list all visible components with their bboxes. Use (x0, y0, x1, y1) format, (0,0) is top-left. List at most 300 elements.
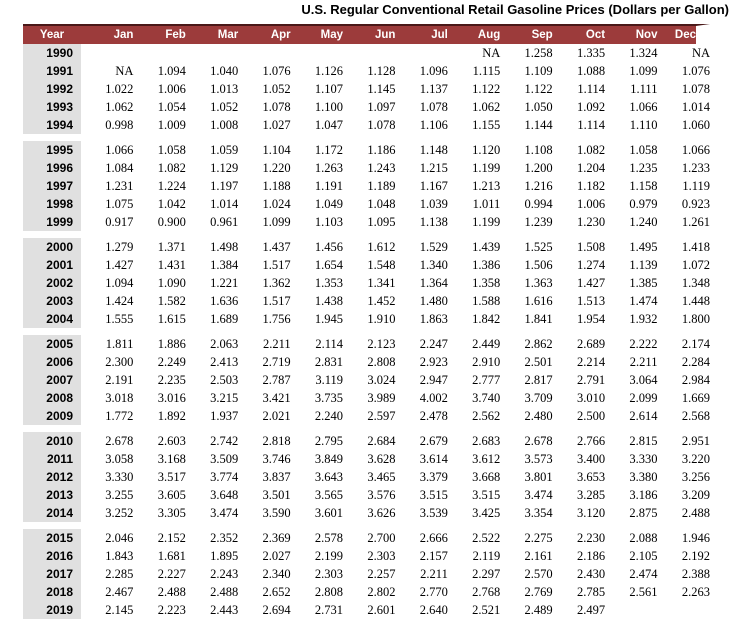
price-cell-2003-feb: 1.582 (157, 294, 186, 308)
price-cell-1992-feb: 1.006 (157, 82, 186, 96)
price-cell-2011-aug: 3.612 (472, 452, 501, 466)
price-cell-2001-oct: 1.274 (576, 258, 606, 272)
price-cell-1998-oct: 1.006 (576, 197, 606, 211)
price-cell-2000-apr: 1.437 (262, 240, 291, 254)
price-cell-2006-aug: 2.910 (472, 355, 501, 369)
price-cell-1997-feb: 1.224 (157, 179, 186, 193)
price-cell-2002-nov: 1.385 (629, 276, 658, 290)
price-cell-2009-jul: 2.478 (419, 409, 448, 423)
price-cell-1996-jun: 1.243 (367, 161, 396, 175)
price-cell-2011-feb: 3.168 (157, 452, 186, 466)
price-cell-2013-dec: 3.209 (681, 488, 710, 502)
price-cell-2004-aug: 1.842 (472, 312, 501, 326)
price-cell-2017-aug: 2.297 (472, 567, 501, 581)
price-cell-2000-nov: 1.495 (629, 240, 658, 254)
price-cell-2014-may: 3.601 (314, 506, 344, 520)
table-row-1999 (23, 213, 710, 231)
price-cell-1993-jun: 1.097 (367, 100, 396, 114)
price-cell-2007-may: 3.119 (315, 373, 344, 387)
price-cell-2001-sep: 1.506 (524, 258, 553, 272)
price-cell-2015-dec: 1.946 (681, 531, 710, 545)
price-cell-1991-may: 1.126 (314, 64, 344, 78)
column-header-dec: Dec (657, 24, 710, 44)
price-cell-1992-nov: 1.111 (630, 82, 658, 96)
price-cell-2016-jul: 2.157 (419, 549, 448, 563)
price-cell-2013-feb: 3.605 (157, 488, 186, 502)
price-cell-1999-mar: 0.961 (210, 215, 239, 229)
price-cell-1990-sep: 1.258 (524, 46, 553, 60)
price-cell-1999-sep: 1.239 (524, 215, 553, 229)
price-cell-1994-nov: 1.110 (629, 118, 658, 132)
price-cell-1999-feb: 0.900 (157, 215, 186, 229)
year-cell: 1994 (23, 116, 81, 134)
group-spacer-cell (23, 231, 710, 238)
price-cell-2008-dec: 1.669 (681, 391, 710, 405)
price-cell-2007-aug: 2.777 (472, 373, 501, 387)
table-row-2013 (23, 486, 710, 504)
price-cell-2003-sep: 1.616 (524, 294, 553, 308)
price-cell-2002-dec: 1.348 (681, 276, 710, 290)
price-cell-2018-aug: 2.768 (472, 585, 501, 599)
price-cell-2005-mar: 2.063 (210, 337, 239, 351)
price-cell-1995-jul: 1.148 (419, 143, 448, 157)
price-cell-2009-nov: 2.614 (629, 409, 658, 423)
table-row-2019 (23, 601, 710, 619)
price-cell-1993-dec: 1.014 (681, 100, 710, 114)
price-cell-2000-dec: 1.418 (681, 240, 710, 254)
group-spacer-cell (23, 425, 710, 432)
price-cell-1991-oct: 1.088 (576, 64, 606, 78)
price-cell-2007-apr: 2.787 (262, 373, 291, 387)
price-cell-1990-may (291, 44, 343, 62)
price-cell-2019-mar: 2.443 (210, 603, 239, 617)
price-cell-1995-jun: 1.186 (367, 143, 396, 157)
price-cell-1993-apr: 1.078 (262, 100, 291, 114)
price-cell-2019-may: 2.731 (314, 603, 344, 617)
price-cell-2009-apr: 2.021 (262, 409, 291, 423)
price-cell-2018-mar: 2.488 (210, 585, 239, 599)
column-header-aug: Aug (448, 24, 500, 44)
price-cell-1994-jun: 1.078 (367, 118, 396, 132)
price-cell-2017-jul: 2.211 (420, 567, 448, 581)
price-cell-1994-mar: 1.008 (210, 118, 239, 132)
price-cell-2014-feb: 3.305 (157, 506, 186, 520)
price-cell-1992-apr: 1.052 (262, 82, 291, 96)
price-cell-2000-mar: 1.498 (210, 240, 239, 254)
price-cell-2013-mar: 3.648 (210, 488, 239, 502)
price-cell-2011-apr: 3.746 (262, 452, 291, 466)
price-cell-1991-nov: 1.099 (629, 64, 658, 78)
price-cell-2012-nov: 3.380 (629, 470, 658, 484)
price-cell-2000-jun: 1.612 (367, 240, 396, 254)
price-cell-1998-dec: 0.923 (681, 197, 710, 211)
price-cell-1990-dec: NA (691, 46, 710, 60)
price-cell-1991-apr: 1.076 (262, 64, 291, 78)
price-cell-2009-mar: 1.937 (210, 409, 239, 423)
price-cell-2002-jul: 1.364 (419, 276, 448, 290)
year-cell: 2012 (23, 468, 81, 486)
price-cell-2000-jul: 1.529 (419, 240, 448, 254)
year-cell: 1998 (23, 195, 81, 213)
price-cell-2015-may: 2.578 (314, 531, 344, 545)
price-cell-2014-dec: 2.488 (681, 506, 710, 520)
price-cell-2018-jan: 2.467 (105, 585, 134, 599)
price-cell-2018-feb: 2.488 (157, 585, 186, 599)
price-cell-1995-dec: 1.066 (681, 143, 710, 157)
price-cell-2010-feb: 2.603 (157, 434, 186, 448)
column-header-jul: Jul (395, 24, 447, 44)
price-cell-2017-mar: 2.243 (210, 567, 239, 581)
table-row-2018 (23, 583, 710, 601)
price-cell-2013-jan: 3.255 (105, 488, 134, 502)
column-header-year: Year (23, 24, 81, 44)
price-cell-1997-jun: 1.189 (367, 179, 396, 193)
price-cell-1992-jan: 1.022 (105, 82, 134, 96)
price-cell-2009-oct: 2.500 (576, 409, 606, 423)
price-cell-2017-nov: 2.474 (629, 567, 658, 581)
price-cell-1991-jul: 1.096 (419, 64, 448, 78)
year-cell: 1991 (23, 62, 81, 80)
price-cell-2011-jul: 3.614 (419, 452, 448, 466)
price-cell-2003-apr: 1.517 (262, 294, 291, 308)
price-cell-2000-sep: 1.525 (524, 240, 553, 254)
price-cell-2001-nov: 1.139 (629, 258, 658, 272)
price-cell-2004-mar: 1.689 (210, 312, 239, 326)
price-cell-1999-aug: 1.199 (472, 215, 501, 229)
year-cell: 2000 (23, 238, 81, 256)
price-cell-2010-jun: 2.684 (367, 434, 396, 448)
table-row-1996 (23, 159, 710, 177)
group-spacer (23, 134, 710, 141)
price-cell-1990-nov: 1.324 (629, 46, 658, 60)
price-cell-2017-sep: 2.570 (524, 567, 553, 581)
price-cell-2006-jul: 2.923 (419, 355, 448, 369)
price-cell-1996-nov: 1.235 (629, 161, 658, 175)
price-cell-2006-feb: 2.249 (157, 355, 186, 369)
price-cell-2011-may: 3.849 (314, 452, 344, 466)
price-cell-1995-may: 1.172 (314, 143, 344, 157)
price-cell-2005-jun: 2.123 (367, 337, 396, 351)
price-cell-1997-mar: 1.197 (210, 179, 239, 193)
price-cell-2015-oct: 2.230 (576, 531, 606, 545)
price-cell-2019-dec (657, 601, 710, 619)
price-cell-2011-jan: 3.058 (105, 452, 134, 466)
price-cell-2004-sep: 1.841 (524, 312, 553, 326)
price-cell-2017-oct: 2.430 (576, 567, 606, 581)
price-cell-2019-aug: 2.521 (472, 603, 501, 617)
year-cell: 2011 (23, 450, 81, 468)
price-cell-1996-jul: 1.215 (419, 161, 448, 175)
price-cell-2012-aug: 3.668 (472, 470, 501, 484)
price-cell-2011-mar: 3.509 (210, 452, 239, 466)
price-cell-2007-dec: 2.984 (681, 373, 710, 387)
column-header-may: May (291, 24, 343, 44)
price-cell-2017-apr: 2.340 (262, 567, 291, 581)
price-cell-2015-apr: 2.369 (262, 531, 291, 545)
price-cell-2007-mar: 2.503 (210, 373, 239, 387)
price-cell-2014-jun: 3.626 (367, 506, 396, 520)
price-cell-2004-oct: 1.954 (576, 312, 606, 326)
price-cell-2003-oct: 1.513 (576, 294, 606, 308)
price-cell-2014-jul: 3.539 (419, 506, 448, 520)
price-cell-2007-jun: 3.024 (367, 373, 396, 387)
price-cell-2010-jul: 2.679 (419, 434, 448, 448)
price-cell-1995-mar: 1.059 (210, 143, 239, 157)
price-cell-1996-apr: 1.220 (262, 161, 291, 175)
price-cell-2000-may: 1.456 (314, 240, 344, 254)
price-cell-1998-apr: 1.024 (262, 197, 291, 211)
group-spacer-cell (23, 522, 710, 529)
price-cell-2008-mar: 3.215 (210, 391, 239, 405)
table-row-1995 (23, 141, 710, 159)
group-spacer (23, 328, 710, 335)
table-row-2009 (23, 407, 710, 425)
table-row-2007 (23, 371, 710, 389)
price-cell-2019-jul: 2.640 (419, 603, 448, 617)
year-cell: 2006 (23, 353, 81, 371)
table-row-1993 (23, 98, 710, 116)
price-cell-2008-sep: 3.709 (524, 391, 553, 405)
price-cell-1996-sep: 1.200 (524, 161, 553, 175)
price-cell-1990-jan (81, 44, 133, 62)
price-cell-2017-dec: 2.388 (681, 567, 710, 581)
price-cell-2016-oct: 2.186 (576, 549, 606, 563)
price-cell-1997-apr: 1.188 (262, 179, 291, 193)
price-cell-1999-nov: 1.240 (629, 215, 658, 229)
price-cell-2003-nov: 1.474 (629, 294, 658, 308)
price-cell-1993-sep: 1.050 (524, 100, 553, 114)
price-cell-1994-apr: 1.027 (262, 118, 291, 132)
price-cell-1991-dec: 1.076 (681, 64, 710, 78)
year-cell: 2008 (23, 389, 81, 407)
price-cell-2015-feb: 2.152 (157, 531, 186, 545)
price-cell-1994-jan: 0.998 (105, 118, 134, 132)
year-cell: 1992 (23, 80, 81, 98)
price-cell-1991-jan: NA (115, 64, 134, 78)
price-cell-2014-mar: 3.474 (210, 506, 239, 520)
table-row-2012 (23, 468, 710, 486)
price-cell-2007-nov: 3.064 (629, 373, 658, 387)
price-cell-1996-dec: 1.233 (681, 161, 710, 175)
table-row-2001 (23, 256, 710, 274)
price-cell-2012-dec: 3.256 (681, 470, 710, 484)
price-cell-2016-nov: 2.105 (629, 549, 658, 563)
price-cell-1991-mar: 1.040 (210, 64, 239, 78)
price-cell-1991-jun: 1.128 (367, 64, 396, 78)
price-cell-2012-may: 3.643 (314, 470, 344, 484)
table-body (23, 44, 710, 619)
price-cell-1995-aug: 1.120 (472, 143, 501, 157)
group-spacer (23, 425, 710, 432)
price-cell-2010-jan: 2.678 (105, 434, 134, 448)
price-cell-1992-sep: 1.122 (524, 82, 553, 96)
price-cell-2012-sep: 3.801 (524, 470, 553, 484)
table-row-2008 (23, 389, 710, 407)
price-cell-2009-aug: 2.562 (472, 409, 501, 423)
price-cell-1996-aug: 1.199 (472, 161, 501, 175)
price-cell-2000-jan: 1.279 (105, 240, 134, 254)
price-cell-2010-dec: 2.951 (681, 434, 710, 448)
price-cell-2016-aug: 2.119 (472, 549, 501, 563)
price-cell-1994-jul: 1.106 (419, 118, 448, 132)
price-cell-2002-may: 1.353 (314, 276, 344, 290)
price-cell-2011-dec: 3.220 (681, 452, 710, 466)
price-cell-2006-dec: 2.284 (681, 355, 710, 369)
price-cell-2018-oct: 2.785 (576, 585, 606, 599)
price-cell-2014-nov: 2.875 (629, 506, 658, 520)
price-cell-2018-jun: 2.802 (367, 585, 396, 599)
price-cell-2005-feb: 1.886 (157, 337, 186, 351)
column-header-sep: Sep (500, 24, 552, 44)
price-cell-1997-dec: 1.119 (682, 179, 710, 193)
price-cell-2016-sep: 2.161 (524, 549, 553, 563)
price-cell-1995-oct: 1.082 (576, 143, 606, 157)
price-cell-2007-jan: 2.191 (105, 373, 134, 387)
price-cell-2004-jul: 1.863 (419, 312, 448, 326)
price-cell-2001-may: 1.654 (314, 258, 344, 272)
year-cell: 2018 (23, 583, 81, 601)
group-spacer (23, 522, 710, 529)
group-spacer-cell (23, 328, 710, 335)
price-cell-2016-dec: 2.192 (681, 549, 710, 563)
price-cell-1990-aug: NA (482, 46, 501, 60)
page-title: U.S. Regular Conventional Retail Gasoline Prices (Dollars per Gallon) (301, 2, 729, 17)
price-cell-1993-oct: 1.092 (576, 100, 606, 114)
price-cell-2007-feb: 2.235 (157, 373, 186, 387)
table-row-2015 (23, 529, 710, 547)
price-cell-2008-apr: 3.421 (262, 391, 291, 405)
table-row-2010 (23, 432, 710, 450)
price-cell-1994-feb: 1.009 (157, 118, 186, 132)
table-row-1990 (23, 44, 710, 62)
price-cell-1998-aug: 1.011 (472, 197, 501, 211)
price-cell-1994-dec: 1.060 (681, 118, 710, 132)
column-header-jun: Jun (343, 24, 395, 44)
price-cell-1992-mar: 1.013 (210, 82, 239, 96)
price-cell-1997-aug: 1.213 (472, 179, 501, 193)
price-cell-2003-mar: 1.636 (210, 294, 239, 308)
price-cell-1997-sep: 1.216 (524, 179, 553, 193)
price-cell-2005-jan: 1.811 (105, 337, 134, 351)
price-cell-2017-jun: 2.257 (367, 567, 396, 581)
price-cell-2005-apr: 2.211 (262, 337, 291, 351)
price-cell-1996-mar: 1.129 (210, 161, 239, 175)
price-cell-2002-feb: 1.090 (157, 276, 186, 290)
price-cell-1994-oct: 1.114 (577, 118, 606, 132)
price-cell-2004-apr: 1.756 (262, 312, 291, 326)
price-cell-1999-may: 1.103 (314, 215, 344, 229)
table-row-2002 (23, 274, 710, 292)
price-cell-2009-feb: 1.892 (157, 409, 186, 423)
year-cell: 1993 (23, 98, 81, 116)
price-cell-1997-jan: 1.231 (105, 179, 134, 193)
year-cell: 1996 (23, 159, 81, 177)
price-cell-2011-oct: 3.400 (576, 452, 606, 466)
price-cell-2009-jun: 2.597 (367, 409, 396, 423)
year-cell: 2004 (23, 310, 81, 328)
price-cell-2001-jan: 1.427 (105, 258, 134, 272)
price-cell-2010-oct: 2.766 (576, 434, 606, 448)
price-cell-1999-oct: 1.230 (576, 215, 606, 229)
price-cell-2007-oct: 2.791 (576, 373, 606, 387)
table-row-2005 (23, 335, 710, 353)
column-header-apr: Apr (238, 24, 290, 44)
price-cell-1998-sep: 0.994 (524, 197, 553, 211)
price-cell-2002-jan: 1.094 (105, 276, 134, 290)
price-cell-1992-dec: 1.078 (681, 82, 710, 96)
price-cell-2008-aug: 3.740 (472, 391, 501, 405)
price-cell-2010-nov: 2.815 (629, 434, 658, 448)
price-cell-2004-may: 1.945 (314, 312, 344, 326)
price-cell-2013-nov: 3.186 (629, 488, 658, 502)
price-cell-2008-may: 3.735 (314, 391, 344, 405)
price-cell-1997-jul: 1.167 (419, 179, 448, 193)
table-row-1994 (23, 116, 710, 134)
price-cell-2002-oct: 1.427 (576, 276, 606, 290)
price-cell-2010-may: 2.795 (314, 434, 344, 448)
price-cell-2016-mar: 1.895 (210, 549, 239, 563)
price-cell-2006-nov: 2.211 (629, 355, 658, 369)
price-cell-2013-oct: 3.285 (576, 488, 606, 502)
price-cell-1991-aug: 1.115 (472, 64, 501, 78)
price-cell-2014-jan: 3.252 (105, 506, 134, 520)
price-cell-2001-mar: 1.384 (210, 258, 239, 272)
price-cell-1992-aug: 1.122 (472, 82, 501, 96)
price-cell-2019-jan: 2.145 (105, 603, 134, 617)
price-cell-2010-aug: 2.683 (472, 434, 501, 448)
price-cell-2000-feb: 1.371 (157, 240, 186, 254)
price-cell-1993-may: 1.100 (314, 100, 344, 114)
price-cell-2006-sep: 2.501 (524, 355, 553, 369)
column-header-feb: Feb (133, 24, 185, 44)
price-cell-2017-feb: 2.227 (157, 567, 186, 581)
price-cell-2008-feb: 3.016 (157, 391, 186, 405)
price-cell-1992-oct: 1.114 (577, 82, 606, 96)
price-cell-1997-nov: 1.158 (629, 179, 658, 193)
price-cell-2003-jan: 1.424 (105, 294, 134, 308)
price-cell-2019-oct: 2.497 (576, 603, 606, 617)
price-cell-2008-jan: 3.018 (105, 391, 134, 405)
price-cell-1992-jul: 1.137 (419, 82, 448, 96)
price-cell-2003-aug: 1.588 (472, 294, 501, 308)
price-cell-2004-feb: 1.615 (157, 312, 186, 326)
year-cell: 2016 (23, 547, 81, 565)
price-cell-2006-oct: 2.214 (576, 355, 606, 369)
price-cell-1996-may: 1.263 (314, 161, 344, 175)
price-cell-2001-aug: 1.386 (472, 258, 501, 272)
price-cell-2011-nov: 3.330 (629, 452, 658, 466)
table-row-2016 (23, 547, 710, 565)
price-cell-1995-apr: 1.104 (262, 143, 291, 157)
price-cell-1999-apr: 1.099 (262, 215, 291, 229)
price-cell-2013-may: 3.565 (314, 488, 344, 502)
price-cell-2014-sep: 3.354 (524, 506, 553, 520)
price-cell-2002-jun: 1.341 (367, 276, 396, 290)
price-cell-2000-aug: 1.439 (472, 240, 501, 254)
price-cell-1996-jan: 1.084 (105, 161, 134, 175)
year-cell: 2001 (23, 256, 81, 274)
column-header-oct: Oct (553, 24, 605, 44)
price-cell-1990-oct: 1.335 (576, 46, 606, 60)
price-cell-1992-may: 1.107 (314, 82, 344, 96)
price-cell-2003-dec: 1.448 (681, 294, 710, 308)
price-cell-2014-aug: 3.425 (472, 506, 501, 520)
table-row-1997 (23, 177, 710, 195)
price-cell-2005-dec: 2.174 (681, 337, 710, 351)
price-cell-2019-nov (605, 601, 657, 619)
price-cell-1991-feb: 1.094 (157, 64, 186, 78)
table-row-2006 (23, 353, 710, 371)
